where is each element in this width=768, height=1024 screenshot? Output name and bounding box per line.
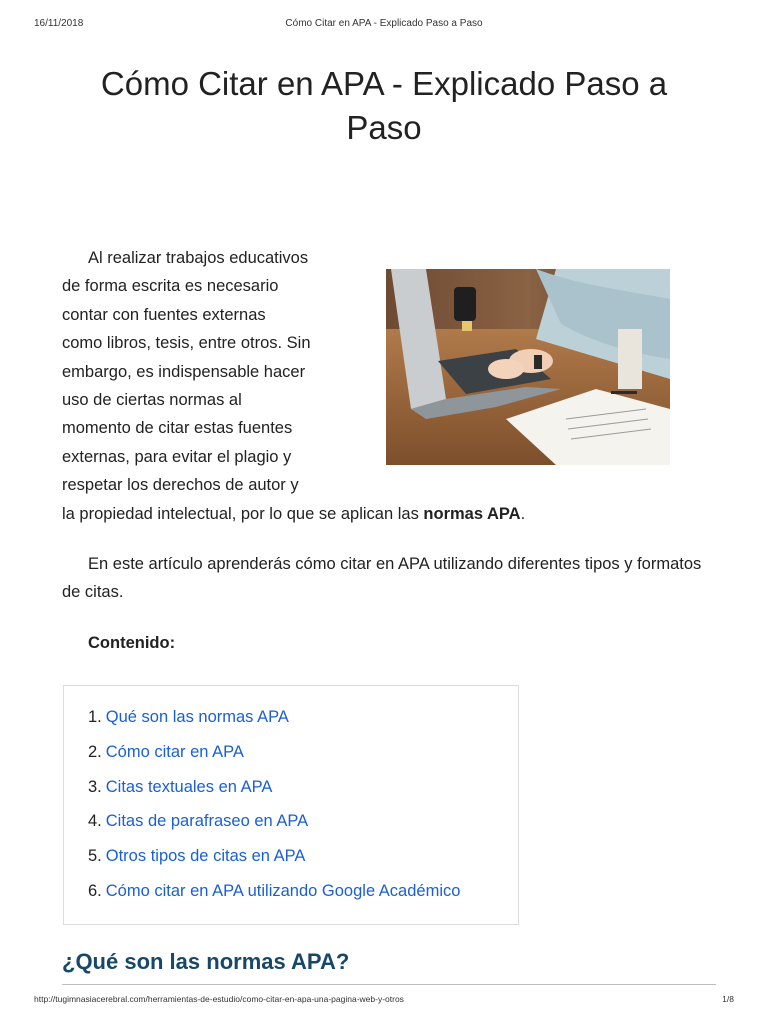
toc-link-otros-tipos[interactable]: Otros tipos de citas en APA <box>105 847 306 866</box>
intro-line: de forma escrita es necesario <box>62 277 279 296</box>
toc-link-citas-textuales[interactable]: Citas textuales en APA <box>105 777 273 796</box>
toc-link-que-son-normas-apa[interactable]: Qué son las normas APA <box>105 708 289 726</box>
toc-number: 3. <box>88 777 102 796</box>
intro-line: Al realizar trabajos educativos <box>88 249 309 267</box>
page-title: Cómo Citar en APA - Explicado Paso a Paso <box>100 65 668 146</box>
intro-line: momento de citar estas fuentes <box>62 419 293 438</box>
toc-number: 4. <box>88 812 102 831</box>
table-of-contents <box>63 685 519 925</box>
toc-link-google-academico[interactable]: Cómo citar en APA utilizando Google Académico <box>105 881 461 900</box>
toc-item <box>88 880 460 915</box>
print-footer <box>34 994 734 1008</box>
intro-period: . <box>520 504 526 523</box>
intro-line: respetar los derechos de autor y <box>62 476 299 495</box>
intro-line: como libros, tesis, entre otros. Sin <box>62 334 311 353</box>
toc-item <box>88 845 460 880</box>
toc-item <box>88 706 460 741</box>
print-header <box>34 18 734 32</box>
intro-line: embargo, es indispensable hacer <box>62 362 306 381</box>
toc-item <box>88 810 460 845</box>
section-heading: ¿Qué son las normas APA? <box>62 949 350 974</box>
toc-link-como-citar-en-apa[interactable]: Cómo citar en APA <box>105 742 244 761</box>
normas-apa-bold: normas APA <box>423 504 521 523</box>
laptop-typing-photo <box>386 269 670 465</box>
intro-line: contar con fuentes externas <box>62 305 266 324</box>
intro-line: externas, para evitar el plagio y <box>62 447 292 466</box>
toc-item <box>88 741 460 776</box>
intro-line: uso de ciertas normas al <box>62 391 242 410</box>
intro-last-line <box>62 500 702 528</box>
laptop-typing-icon <box>386 269 670 465</box>
toc-number: 5. <box>88 847 102 866</box>
intro-paragraph-2: En este artículo aprenderás cómo citar en APA utilizando diferentes tipos y formatos de citas. <box>62 555 702 602</box>
intro-last-text: la propiedad intelectual, por lo que se aplican las <box>62 504 424 523</box>
toc-heading: Contenido: <box>88 634 176 652</box>
toc-number: 1. <box>88 708 102 726</box>
toc-number: 2. <box>88 742 102 761</box>
toc-link-citas-parafraseo[interactable]: Citas de parafraseo en APA <box>105 812 309 831</box>
toc-item <box>88 776 460 811</box>
footer-divider <box>62 984 716 985</box>
toc-number: 6. <box>88 881 102 900</box>
print-date: 16/11/2018 <box>34 18 84 29</box>
print-doc-title: Cómo Citar en APA - Explicado Paso a Paso <box>285 18 483 29</box>
page-counter: 1/8 <box>722 994 734 1004</box>
toc-list <box>88 706 460 915</box>
print-url: http://tugimnasiacerebral.com/herramientas-de-estudio/como-citar-en-apa-una-pagina-web-y-otros <box>34 994 404 1004</box>
